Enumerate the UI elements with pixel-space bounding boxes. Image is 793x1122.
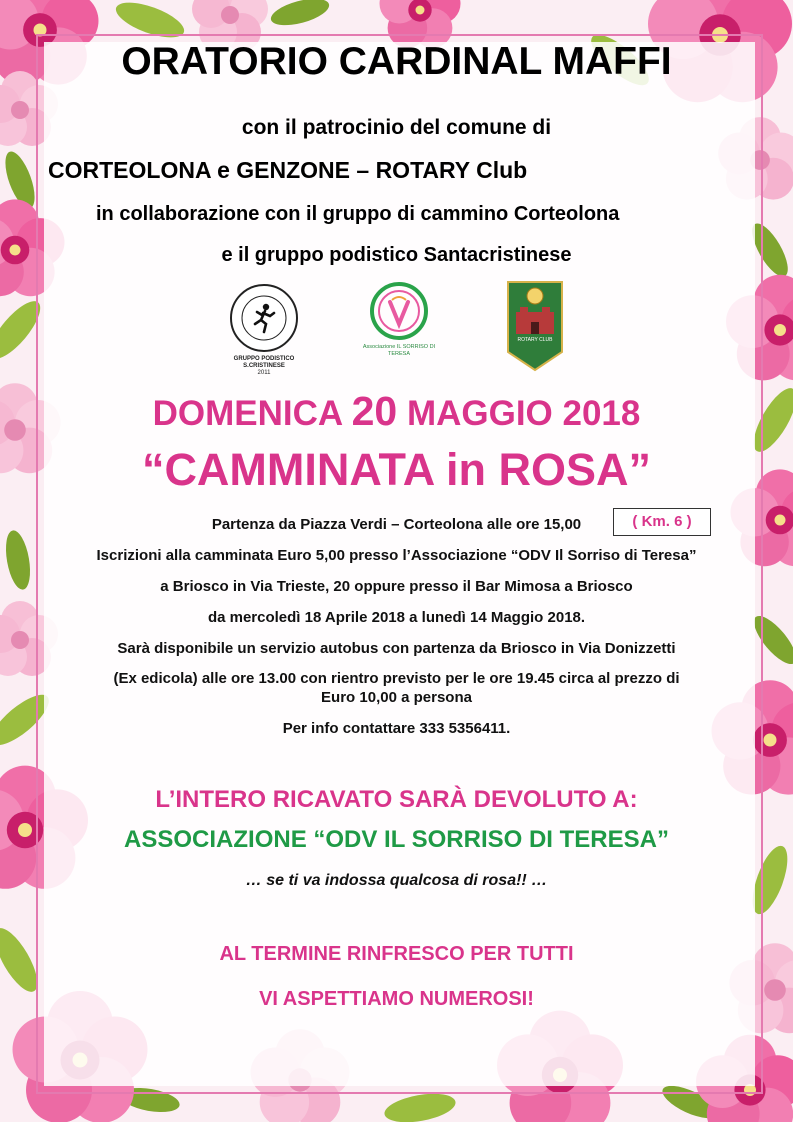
invite-line: VI ASPETTIAMO NUMEROSI! [259, 988, 534, 1010]
content-panel [44, 42, 755, 1086]
date-day: 20 [351, 388, 398, 434]
patronage-line: con il patrocinio del comune di [241, 116, 552, 139]
detail-contact: Per info contattare 333 5356411. [282, 720, 511, 737]
donation-line: L’INTERO RICAVATO SARÀ DEVOLUTO A: [155, 786, 638, 813]
beneficiary: ASSOCIAZIONE “ODV IL SORRISO DI TERESA” [124, 826, 669, 853]
distance-badge: ( Km. 6 ) [613, 508, 711, 536]
event-title: “CAMMINATA in ROSA” [141, 444, 652, 495]
event-date [0, 388, 793, 435]
detail-registration-dates: da mercoledì 18 Aprile 2018 a lunedì 14 Maggio 2018. [207, 609, 586, 626]
detail-start: Partenza da Piazza Verdi – Corteolona alle ore 15,00 [211, 516, 582, 533]
podistico-logo [228, 282, 300, 354]
organizer-title: ORATORIO CARDINAL MAFFI [121, 40, 672, 83]
sorriso-logo-text: Associazione IL SORRISO DI TERESA [362, 344, 436, 357]
sorriso-logo-icon [366, 280, 432, 342]
podistico-logo-year: 2011 [257, 370, 271, 376]
refreshment-line: AL TERMINE RINFRESCO PER TUTTI [219, 943, 574, 965]
sponsors-line: CORTEOLONA e GENZONE – ROTARY Club [48, 157, 528, 183]
collaboration-line: in collaborazione con il gruppo di cammino Corteolona [96, 203, 620, 225]
detail-registration-place: a Briosco in Via Trieste, 20 oppure presso il Bar Mimosa a Briosco [160, 578, 633, 595]
detail-bus-times: (Ex edicola) alle ore 13.00 con rientro previsto per le ore 19.45 circa al prezzo di [113, 670, 680, 687]
detail-bus-price: Euro 10,00 a persona [321, 689, 472, 706]
detail-registration: Iscrizioni alla camminata Euro 5,00 presso l’Associazione “ODV Il Sorriso di Teresa” [96, 547, 697, 564]
podistico-logo-text: GRUPPO PODISTICO S.CRISTINESE [233, 356, 295, 369]
group-line: e il gruppo podistico Santacristinese [221, 244, 572, 266]
date-suffix: MAGGIO 2018 [397, 394, 641, 433]
rotary-pennant-icon [506, 280, 564, 372]
dress-note: … se ti va indossa qualcosa di rosa!! … [245, 872, 548, 889]
detail-bus: Sarà disponibile un servizio autobus con partenza da Briosco in Via Donizzetti [117, 640, 676, 657]
date-prefix: DOMENICA [152, 394, 352, 433]
rotary-logo-text: ROTARY CLUB [517, 337, 553, 343]
